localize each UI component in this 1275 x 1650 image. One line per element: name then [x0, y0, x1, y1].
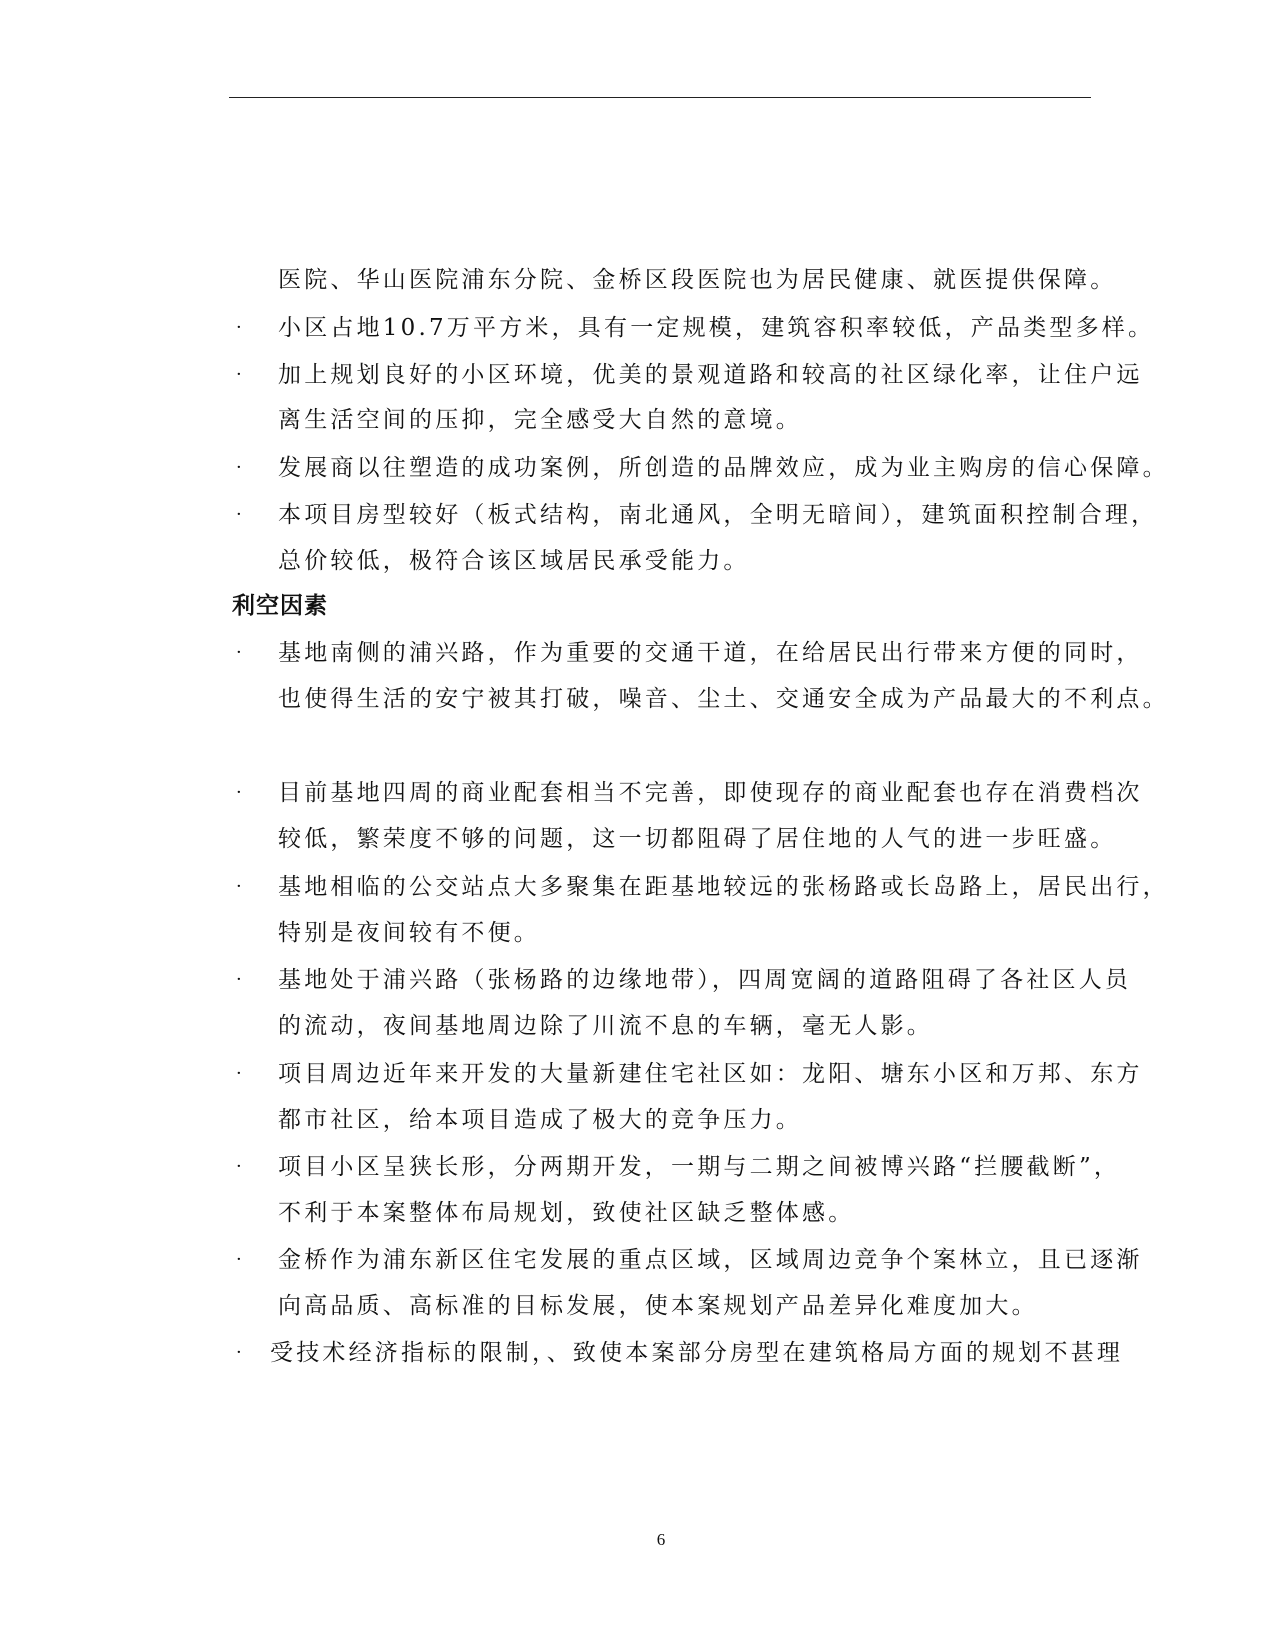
bullet-marker: · — [236, 642, 242, 663]
text-line: 目前基地四周的商业配套相当不完善，即使现存的商业配套也存在消费档次 — [278, 780, 1143, 806]
text-line: 加上规划良好的小区环境，优美的景观道路和较高的社区绿化率，让住户远 — [278, 362, 1143, 388]
text-line: 基地处于浦兴路（张杨路的边缘地带），四周宽阔的道路阻碍了各社区人员 — [278, 967, 1132, 993]
text-line: 医院、华山医院浦东分院、金桥区段医院也为居民健康、就医提供保障。 — [278, 267, 1117, 293]
text-line: 较低，繁荣度不够的问题，这一切都阻碍了居住地的人气的进一步旺盛。 — [278, 826, 1117, 852]
text-line: 也使得生活的安宁被其打破，噪音、尘土、交通安全成为产品最大的不利点。 — [278, 686, 1169, 712]
bullet-marker: · — [236, 969, 242, 990]
bullet-marker: · — [236, 1342, 242, 1363]
text-line: 的流动，夜间基地周边除了川流不息的车辆，毫无人影。 — [278, 1013, 933, 1039]
text-line: 小区占地10.7万平方米，具有一定规模，建筑容积率较低，产品类型多样。 — [278, 315, 1155, 341]
bullet-marker: · — [236, 364, 242, 385]
text-line: 项目周边近年来开发的大量新建住宅社区如：龙阳、塘东小区和万邦、东方 — [278, 1061, 1143, 1087]
text-line: 本项目房型较好（板式结构，南北通风，全明无暗间），建筑面积控制合理， — [278, 502, 1158, 528]
text-line: 金桥作为浦东新区住宅发展的重点区域，区域周边竞争个案林立，且已逐渐 — [278, 1247, 1143, 1273]
bullet-marker: · — [236, 1156, 242, 1177]
bullet-marker: · — [236, 504, 242, 525]
text-line: 向高品质、高标准的目标发展，使本案规划产品差异化难度加大。 — [278, 1293, 1038, 1319]
section-heading: 利空因素 — [232, 593, 328, 619]
bullet-marker: · — [236, 457, 242, 478]
bullet-marker: · — [236, 317, 242, 338]
page-number: 6 — [656, 1530, 666, 1549]
text-line: 总价较低，极符合该区域居民承受能力。 — [278, 548, 750, 574]
bullet-marker: · — [236, 1249, 242, 1270]
text-line: 不利于本案整体布局规划，致使社区缺乏整体感。 — [278, 1200, 855, 1226]
text-line: 特别是夜间较有不便。 — [278, 920, 540, 946]
text-line: 发展商以往塑造的成功案例，所创造的品牌效应，成为业主购房的信心保障。 — [278, 455, 1169, 481]
text-line: 基地南侧的浦兴路，作为重要的交通干道，在给居民出行带来方便的同时， — [278, 640, 1143, 666]
text-line: 离生活空间的压抑，完全感受大自然的意境。 — [278, 407, 802, 433]
text-line: 基地相临的公交站点大多聚集在距基地较远的张杨路或长岛路上，居民出行， — [278, 874, 1169, 900]
bullet-marker: · — [236, 1063, 242, 1084]
text-line: 都市社区，给本项目造成了极大的竞争压力。 — [278, 1107, 802, 1133]
text-line: 受技术经济指标的限制，、致使本案部分房型在建筑格局方面的规划不甚理 — [270, 1340, 1124, 1366]
bullet-marker: · — [236, 782, 242, 803]
text-line: 项目小区呈狭长形，分两期开发，一期与二期之间被博兴路“拦腰截断”， — [278, 1154, 1121, 1180]
header-rule — [229, 97, 1091, 98]
bullet-marker: · — [236, 876, 242, 897]
